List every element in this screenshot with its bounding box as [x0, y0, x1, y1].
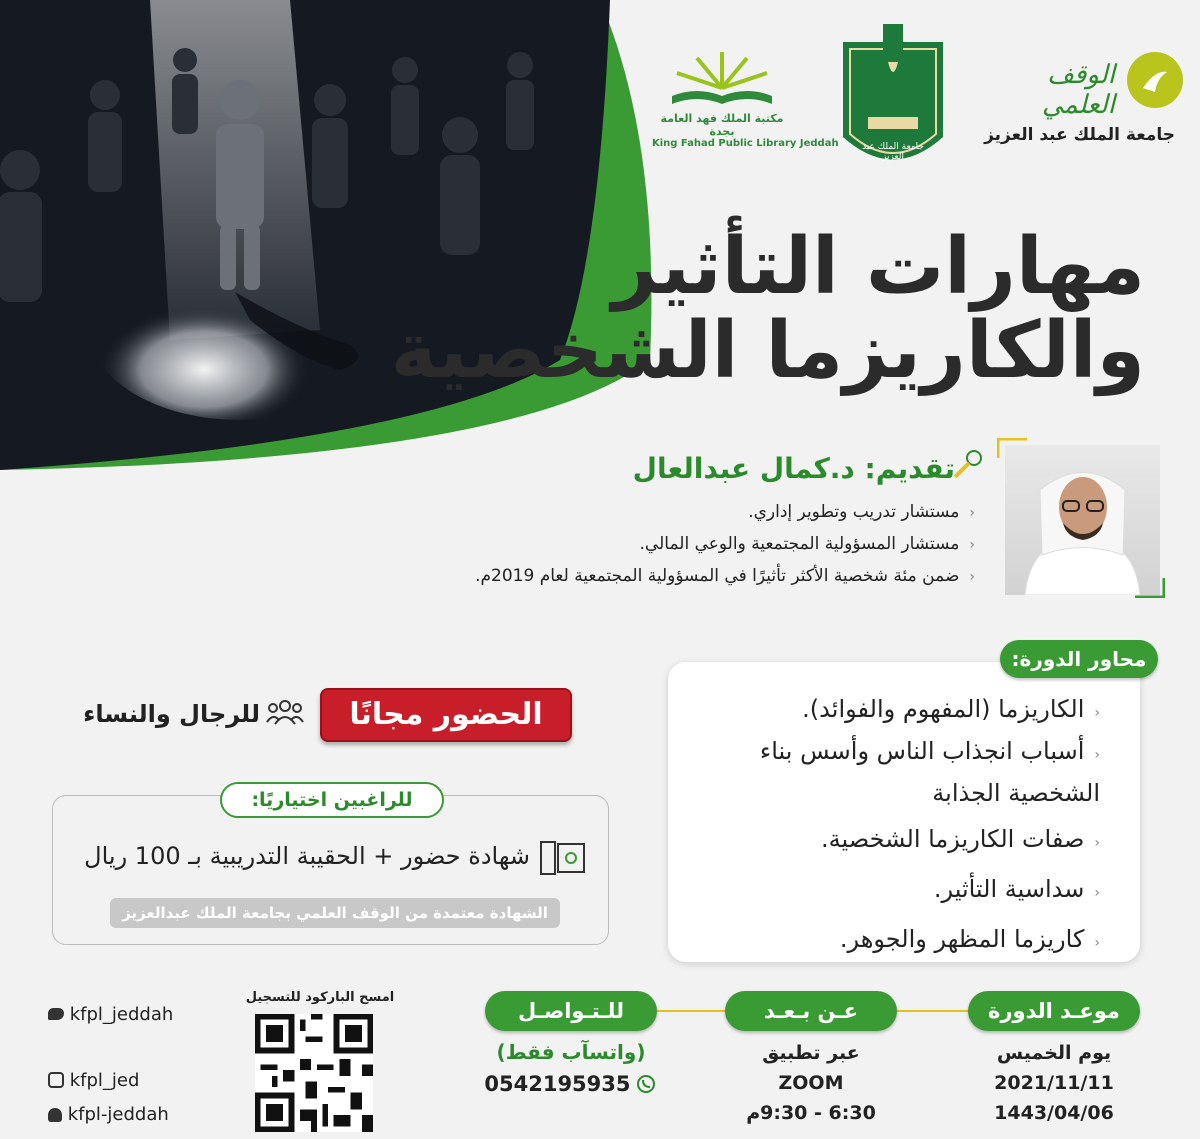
course-topic: ‹سداسية التأثير.: [933, 875, 1100, 903]
waqf-name: الوقف العلمي: [1042, 60, 1115, 120]
presenter-bullet: ‹مستشار المسؤولية المجتمعية والوعي المالي.: [639, 534, 975, 554]
university-seal-logo: [838, 22, 948, 182]
social-snapchat[interactable]: [48, 1104, 169, 1125]
course-topics-list: [680, 690, 1100, 962]
course-topic: ‹صفات الكاريزما الشخصية.: [821, 825, 1100, 853]
remote-time: 6:30 - 9:30م: [746, 1102, 876, 1124]
remote-header: عـن بـعـد: [725, 991, 897, 1031]
free-attendance-badge: الحضور مجانًا: [320, 688, 572, 742]
schedule-header: موعـد الدورة: [968, 991, 1140, 1031]
course-topic: ‹الكاريزما (المفهوم والفوائد).: [802, 695, 1100, 723]
qr-label: امسح الباركود للتسجيل: [245, 990, 395, 1005]
presenter-photo: [1005, 445, 1160, 595]
presenter-bullets: [375, 496, 975, 592]
waqf-university: جامعة الملك عبد العزيز: [984, 125, 1175, 145]
waqf-logo: [985, 50, 1185, 160]
chevron-left-icon: ‹: [969, 505, 975, 521]
whatsapp-icon: [636, 1074, 656, 1094]
title-line-1: مهارات التأثير: [611, 222, 1145, 312]
course-topics-header: محاور الدورة:: [1000, 640, 1158, 678]
remote-app: عبر تطبيق: [762, 1042, 860, 1064]
contact-phone[interactable]: 0542195935: [484, 1072, 631, 1096]
qr-code[interactable]: [255, 1014, 373, 1132]
library-name-en: King Fahad Public Library Jeddah: [652, 138, 839, 149]
social-twitter-handle: kfpl_jeddah: [69, 1004, 174, 1025]
presenter-bullet: ‹ضمن مئة شخصية الأكثر تأثيرًا في المسؤولية المجتمعية لعام 2019م.: [475, 566, 975, 586]
presenter-bullet: ‹مستشار تدريب وتطوير إداري.: [748, 502, 975, 522]
attendance-audience: للرجال والنساء: [83, 700, 260, 728]
library-name-ar: مكتبة الملك فهد العامة بجدة: [660, 112, 784, 138]
contact-phone-row: [470, 1072, 670, 1096]
people-group-icon: [266, 698, 304, 726]
title-line-2: والكاريزما الشخصية: [390, 306, 1145, 396]
snapchat-icon: [48, 1108, 62, 1122]
optional-offer: شهادة حضور + الحقيبة التدريبية بـ 100 ريال: [84, 842, 530, 870]
chevron-left-icon: ‹: [969, 537, 975, 553]
library-logo: [652, 48, 839, 158]
contact-header: للـتـواصـل: [485, 991, 657, 1031]
remote-platform: ZOOM: [778, 1072, 844, 1094]
contact-note: (واتسآب فقط): [496, 1040, 646, 1064]
course-topic: ‹أسباب انجذاب الناس وأسس بناء: [759, 737, 1100, 765]
hero-image: [0, 0, 640, 480]
university-seal-text: جامعة الملك عبد العزيز: [862, 142, 924, 162]
optional-header: للراغبين اختياريًا:: [220, 782, 444, 818]
chevron-left-icon: ‹: [969, 569, 975, 585]
waqf-circle-icon: [1125, 50, 1185, 110]
twitter-icon: [48, 1008, 64, 1020]
social-twitter[interactable]: [48, 1004, 173, 1025]
course-topic: ‹كاريزما المظهر والجوهر.: [839, 925, 1100, 953]
microphone-icon: [950, 448, 984, 482]
social-snapchat-handle: kfpl-jeddah: [67, 1104, 169, 1125]
course-topic: الشخصية الجذابة: [932, 779, 1100, 807]
schedule-date-hijri: 1443/04/06: [994, 1102, 1114, 1124]
presenter-name: تقديم: د.كمال عبدالعال: [632, 452, 955, 485]
certificate-note: الشهادة معتمدة من الوقف العلمي بجامعة الملك عبدالعزيز: [110, 898, 560, 928]
sun-book-icon: [662, 48, 782, 108]
certificate-icon: [540, 840, 586, 876]
instagram-icon: [48, 1072, 64, 1088]
social-instagram-handle: kfpl_jed: [69, 1070, 140, 1091]
schedule-date-gregorian: 2021/11/11: [994, 1072, 1114, 1094]
schedule-day: يوم الخميس: [996, 1042, 1112, 1064]
social-instagram[interactable]: [48, 1070, 139, 1091]
